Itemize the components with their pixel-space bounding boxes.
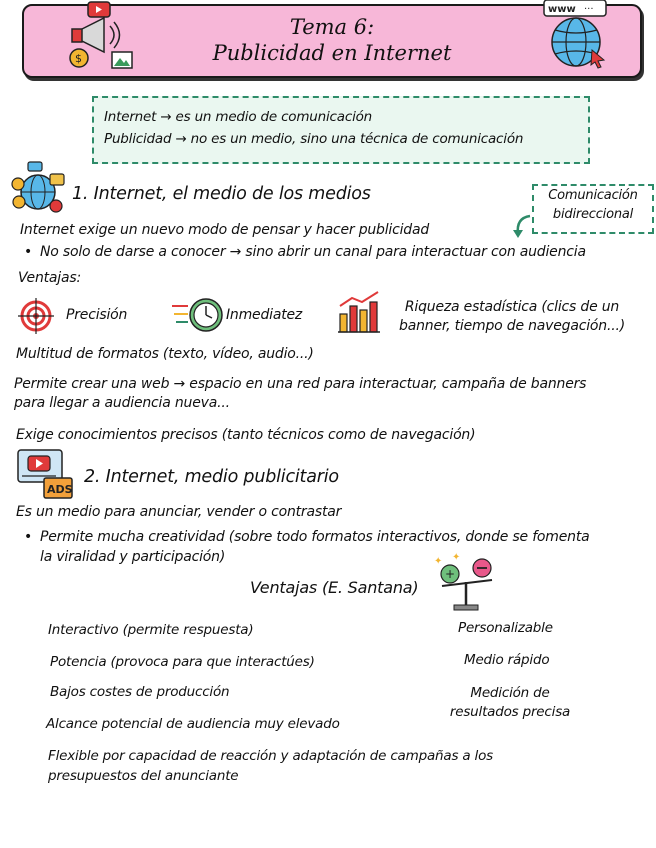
svg-text:www: www xyxy=(548,4,576,15)
left-item-3: Bajos costes de producción xyxy=(50,684,230,700)
flexible-paragraph xyxy=(48,746,493,786)
balance-scale-icon xyxy=(432,552,502,612)
intro-box xyxy=(92,96,590,164)
riqueza-line-1: Riqueza estadística (clics de un xyxy=(404,299,620,315)
intro-line-2: Publicidad → no es un medio, sino una técnica de comunicación xyxy=(104,131,524,147)
megaphone-icon xyxy=(62,0,142,74)
formats-line: Multitud de formatos (texto, vídeo, audio...) xyxy=(16,346,314,362)
svg-text:···: ··· xyxy=(584,4,594,15)
medicion-line-1: Medición de xyxy=(470,685,550,701)
medicion-line-2: resultados precisa xyxy=(449,704,571,720)
right-item-personalizable: Personalizable xyxy=(458,620,553,636)
right-item-medicion xyxy=(440,684,580,722)
communication-box xyxy=(532,184,654,234)
bar-chart-icon xyxy=(338,292,382,334)
comm-line-1: Comunicación xyxy=(548,188,638,203)
knowledge-line: Exige conocimientos precisos (tanto técnicos como de navegación) xyxy=(16,427,476,443)
ventaja-inmediatez: Inmediatez xyxy=(226,307,303,323)
video-ads-icon xyxy=(16,448,74,500)
globe-social-icon xyxy=(10,162,68,214)
comm-line-2: bidireccional xyxy=(552,207,634,222)
section1-bullet-1: • No solo de darse a conocer → sino abrir un canal para interactuar con audiencia xyxy=(40,244,586,260)
section2-bullet xyxy=(40,527,590,567)
svg-text:✦: ✦ xyxy=(452,552,461,563)
left-item-2: Potencia (provoca para que interactúes) xyxy=(50,654,315,670)
bullet-line-1: • Permite mucha creatividad (sobre todo formatos interactivos, donde se fomenta xyxy=(40,529,590,545)
svg-text:ADS: ADS xyxy=(47,483,73,496)
section2-heading: 2. Internet, medio publicitario xyxy=(84,467,339,487)
left-item-1: Interactivo (permite respuesta) xyxy=(48,622,254,638)
web-line-2: para llegar a audiencia nueva... xyxy=(14,395,230,411)
ventaja-riqueza xyxy=(390,298,634,336)
target-icon xyxy=(18,298,58,334)
right-item-rapido: Medio rápido xyxy=(464,652,550,668)
web-line-1: Permite crear una web → espacio en una red para interactuar, campaña de banners xyxy=(14,376,587,392)
section2-line-1: Es un medio para anunciar, vender o contrastar xyxy=(16,504,342,520)
flexible-line-2: presupuestos del anunciante xyxy=(48,768,239,784)
intro-line-1: Internet → es un medio de comunicación xyxy=(104,109,373,125)
curved-arrow-icon xyxy=(512,212,534,238)
ventajas-title: Ventajas (E. Santana) xyxy=(250,578,419,597)
section1-heading: 1. Internet, el medio de los medios xyxy=(72,184,371,204)
svg-text:$: $ xyxy=(75,52,82,65)
ventaja-precision: Precisión xyxy=(66,307,128,323)
svg-text:✦: ✦ xyxy=(434,556,443,567)
flexible-line-1: Flexible por capacidad de reacción y adaptación de campañas a los xyxy=(48,748,493,764)
title-line-1: Tema 6: xyxy=(289,15,375,39)
clock-icon xyxy=(172,296,224,334)
title-line-2: Publicidad en Internet xyxy=(212,41,452,65)
globe-www-icon xyxy=(540,0,612,72)
bullet-line-2: la viralidad y participación) xyxy=(40,549,226,565)
section1-line-1: Internet exige un nuevo modo de pensar y hacer publicidad xyxy=(20,222,430,238)
ventajas-label: Ventajas: xyxy=(18,270,81,286)
svg-text:+: + xyxy=(445,567,456,581)
web-paragraph xyxy=(14,375,586,413)
left-item-4: Alcance potencial de audiencia muy elevado xyxy=(46,716,340,732)
riqueza-line-2: banner, tiempo de navegación...) xyxy=(399,318,625,334)
